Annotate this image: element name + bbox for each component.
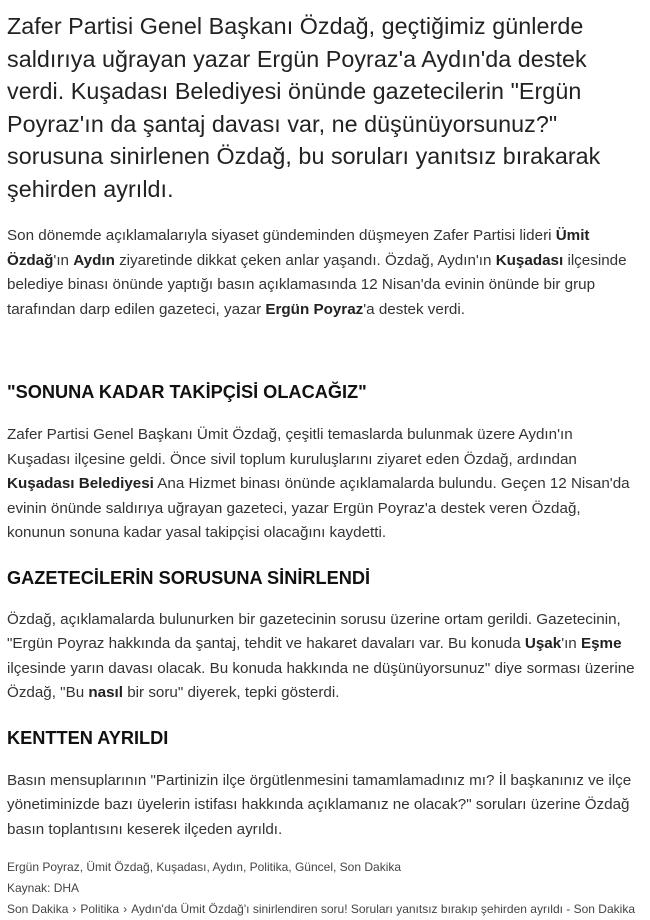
bold-text: Ümit Özdağ (7, 227, 590, 269)
bold-text: nasıl (88, 684, 123, 701)
paragraph-intro (7, 224, 640, 322)
breadcrumb-item[interactable]: Son Dakika (7, 902, 69, 916)
text: ilçesinde belediye binası önünde yaptığı basın açıklamasında 12 Nisan'da evinin önünde bir grup tarafından darp edilen gazeteci, yazar (7, 251, 627, 318)
breadcrumb-separator: › (72, 902, 77, 916)
section-heading: GAZETECİLERİN SORUSUNA SİNİRLENDİ (7, 567, 371, 588)
paragraph (7, 608, 640, 706)
section-heading: "SONUNA KADAR TAKİPÇİSİ OLACAĞIZ" (7, 382, 367, 402)
source-credit: Kaynak: DHA (7, 881, 80, 895)
breadcrumb-separator: › (123, 902, 128, 916)
text: 'a destek verdi. (363, 300, 465, 318)
article-lead: Zafer Partisi Genel Başkanı Özdağ, geçtiğimiz günlerde saldırıya uğrayan yazar Ergün Poyraz'a Aydın'da destek verdi. Kuşadası Belediyesi önünde gazetecilerin "Ergün Poyraz'ın da şantaj davası var, ne düşünüyorsunuz?" sorusuna sinirlenen Özdağ, bu soruları yanıtsız bırakarak şehirden ayrıldı. (7, 13, 601, 202)
bold-text: Kuşadası (495, 251, 564, 269)
tag-link[interactable]: Son Dakika (339, 860, 402, 874)
text: Zafer Partisi Genel Başkanı Ümit Özdağ, çeşitli temaslarda bulunmak üzere Aydın'ın Kuşadası ilçesine geldi. Önce sivil toplum kuruluşlarını ziyaret eden Özdağ, ardından (7, 426, 577, 468)
bold-text: Kuşadası Belediyesi (7, 475, 154, 492)
paragraph: Basın mensuplarının "Partinizin ilçe örgütlenmesini tamamlamadınız mı? İl başkanınız ve ilçe yönetiminizde bazı üyelerin istifası hakkında açıklamanız ne olacak?" soruları üzerine Özdağ basın toplantısını keserek ilçeden ayrıldı. (7, 771, 632, 838)
bold-text: Ergün Poyraz (265, 300, 364, 318)
breadcrumb-current: Aydın'da Ümit Özdağ'ı sinirlendiren soru! Soruları yanıtsız bırakıp şehirden ayrıldı - Son Dakika (131, 902, 635, 916)
section-heading: KENTTEN AYRILDI (7, 727, 169, 748)
bold-text: Uşak (524, 635, 562, 652)
text: 'ın (561, 635, 581, 652)
paragraph (7, 423, 640, 546)
text: Özdağ, açıklamalarda bulunurken bir gazetecinin sorusu üzerine ortam gerildi. Gazetecinin, "Ergün Poyraz hakkında da şantaj, tehdit ve hakaret davaları var. Bu konuda (7, 610, 621, 652)
tag-link[interactable]: Güncel (294, 860, 333, 874)
tag-link[interactable]: Ümit Özdağ (86, 860, 150, 874)
tag-list: Ergün Poyraz, Ümit Özdağ, Kuşadası, Aydın, Politika, Güncel, Son Dakika (7, 860, 402, 874)
text: ilçesinde yarın davası olacak. Bu konuda hakkında ne düşünüyorsunuz" diye sorması üzerine Özdağ, "Bu (7, 659, 635, 701)
breadcrumb-item[interactable]: Politika (80, 902, 120, 916)
text: 'ın (53, 251, 74, 269)
text: bir soru" diyerek, tepki gösterdi. (123, 684, 340, 701)
breadcrumb (7, 900, 640, 918)
tag-link[interactable]: Kuşadası (156, 860, 207, 874)
bold-text: Eşme (580, 635, 622, 652)
text: Son dönemde açıklamalarıyla siyaset gündeminden düşmeyen Zafer Partisi lideri (7, 227, 556, 244)
text: ziyaretinde dikkat çeken anlar yaşandı. Özdağ, Aydın'ın (114, 251, 496, 269)
tag-link[interactable]: Politika (249, 860, 289, 874)
text: Ana Hizmet binası önünde açıklamalarda bulundu. Geçen 12 Nisan'da evinin önünde saldırıya uğrayan gazeteci, yazar Ergün Poyraz'a destek veren Özdağ, konunun sonuna kadar yasal takipçisi olacağını kaydetti. (7, 475, 630, 541)
tag-link[interactable]: Aydın (212, 860, 243, 874)
tag-link[interactable]: Ergün Poyraz (7, 860, 80, 874)
bold-text: Aydın (73, 251, 115, 269)
